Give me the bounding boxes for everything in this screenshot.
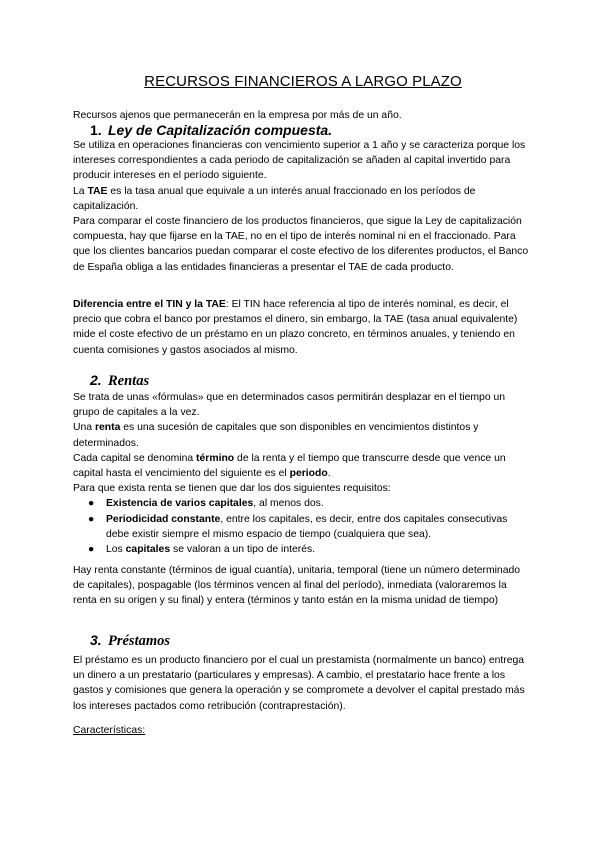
section-1-tin-tae [73,297,533,358]
section-3-title: Préstamos [108,633,171,649]
section-3-heading [90,632,170,650]
s1-paragraph-4: Diferencia entre el TIN y la TAE: El TIN hace referencia al tipo de interés nominal, es decir, el precio que cobra el banco por prestamos el dinero, sin embargo, la TAE (tasa anual equivalente) mide el coste efectivo de un préstamo en un plazo concreto, en términos anuales, y teniendo en cuenta comisiones y gastos asociados al mismo. [73,299,518,356]
s2-paragraph-2: Una renta es una sucesión de capitales que son disponibles en vencimientos distintos y determinados. [73,422,479,449]
section-1-body [73,138,533,275]
s1-paragraph-3: Para comparar el coste financiero de los productos financieros, que sigue la Ley de capitalización compuesta, hay que fijarse en la TAE, no en el tipo de interés nominal ni en el fraccionado. Para que los clientes bancarios puedan comparar el coste efectivo de los diferentes productos, el Banco de España obliga a las entidades financieras a presentar el TAE de cada producto. [73,216,529,273]
s2-paragraph-5: Hay renta constante (términos de igual cuantía), unitaria, temporal (tiene un número determinado de capitales), pospagable (los términos vencen al final del período), inmediata (valoraremos la renta en su origen y su final) y entera (términos y tanto están en la misma unidad de tiempo) [73,565,521,607]
section-3-body [73,653,533,714]
intro-text: Recursos ajenos que permanecerán en la empresa por más de un año. [73,110,402,121]
page-title: RECURSOS FINANCIEROS A LARGO PLAZO [144,73,462,90]
section-1-title: Ley de Capitalización compuesta. [108,122,333,138]
section-3-number: 3. [90,632,102,648]
section-2-heading [90,372,149,390]
section-1-heading [90,122,332,138]
s1-paragraph-1: Se utiliza en operaciones financieras con vencimiento superior a 1 año y se caracteriza porque los intereses correspondientes a cada periodo de capitalización se añaden al capital invertido para producir intereses en el período siguiente. [73,140,526,182]
requirements-list [73,496,533,557]
caracteristicas-label: Características: [73,725,146,736]
intro-paragraph [73,108,533,123]
s2-paragraph-4: Para que exista renta se tienen que dar los dos siguientes requisitos: [73,483,391,495]
s3-paragraph-1: El préstamo es un producto financiero por el cual un prestamista (normalmente un banco) entrega un dinero a un prestatario (particulares y empresas). A cambio, el prestatario hace frente a los gastos y comisiones que genera la operación y se compromete a devolver el capital prestado más los intereses pactados como retribución (contraprestación). [73,655,525,712]
section-2-body [73,390,533,557]
caracteristicas-heading [73,723,533,738]
list-item: ● Periodicidad constante, entre los capitales, es decir, entre dos capitales consecutivas debe existir siempre el mismo espacio de tiempo (cualquiera que sea). [88,513,508,540]
s2-paragraph-1: Se trata de unas «fórmulas» que en determinados casos permitirán desplazar en el tiempo un grupo de capitales a la vez. [73,392,506,419]
list-item: ● Existencia de varios capitales, al menos dos. [88,498,324,510]
s2-paragraph-3: Cada capital se denomina término de la renta y el tiempo que transcurre desde que vence un capital hasta el vencimiento del siguiente es el periodo. [73,452,506,480]
section-2-title: Rentas [108,373,150,389]
s1-paragraph-2: La TAE es la tasa anual que equivale a un interés anual fraccionado en los períodos de capitalización. [73,185,476,212]
section-2-rent-types [73,563,533,609]
section-2-number: 2. [90,372,102,388]
section-1-number: 1. [90,122,102,138]
list-item: ● Los capitales se valoran a un tipo de interés. [88,544,316,556]
